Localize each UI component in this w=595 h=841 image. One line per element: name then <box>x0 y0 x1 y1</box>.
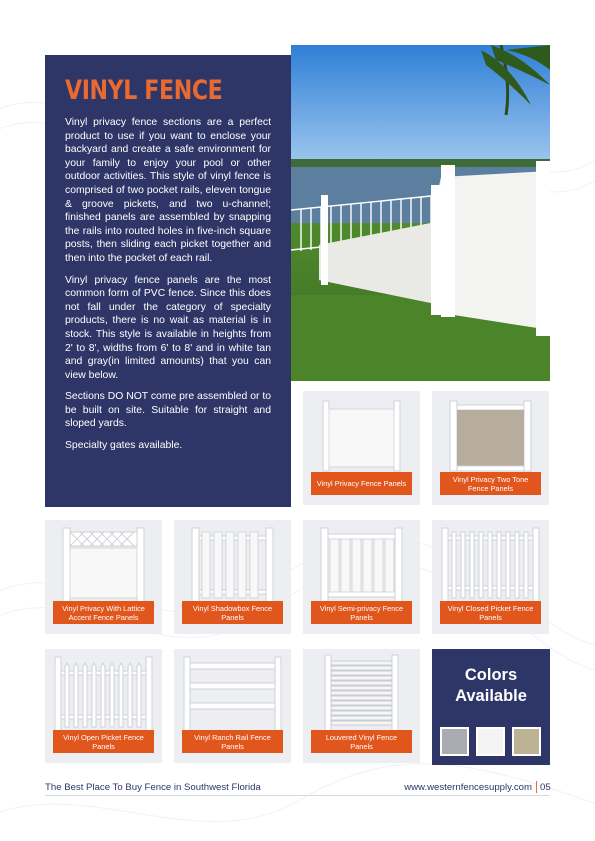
product-tile[interactable] <box>174 520 291 634</box>
colors-available-box <box>432 649 550 765</box>
page-number: 05 <box>540 782 551 793</box>
color-swatch-gray[interactable] <box>440 727 469 756</box>
product-label: Vinyl Ranch Rail Fence Panels <box>182 730 283 753</box>
product-tile[interactable] <box>303 391 420 505</box>
intro-paragraph: Specialty gates available. <box>65 440 183 452</box>
product-tile[interactable] <box>432 520 549 634</box>
footer-website[interactable]: www.westernfencesupply.com <box>404 782 532 793</box>
product-label: Vinyl Privacy Fence Panels <box>311 472 412 495</box>
product-label: Vinyl Open Picket Fence Panels <box>53 730 154 753</box>
intro-paragraph: Sections DO NOT come pre assembled or to be built on site. Suitable for straight and sloped yards. <box>65 391 271 430</box>
intro-panel <box>45 55 291 507</box>
product-label: Vinyl Semi-privacy Fence Panels <box>311 601 412 624</box>
intro-paragraph: Vinyl privacy fence panels are the most common form of PVC fence. Since this does not fall under the category of specialty products, there is no wait as material is in stock. This style is available in heights from 2' to 8', widths from 6' to 8' and in white tan and gray(in limited amounts) that you can view below. <box>65 274 271 381</box>
product-tile[interactable] <box>432 391 549 505</box>
footer-rule <box>45 795 550 796</box>
color-swatch-white[interactable] <box>476 727 505 756</box>
product-tile[interactable] <box>45 649 162 763</box>
product-label: Vinyl Privacy With Lattice Accent Fence Panels <box>53 601 154 624</box>
product-label: Louvered Vinyl Fence Panels <box>311 730 412 753</box>
product-label: Vinyl Closed Picket Fence Panels <box>440 601 541 624</box>
product-tile[interactable] <box>174 649 291 763</box>
colors-title: Colors Available <box>455 666 527 705</box>
hero-photo <box>291 45 550 381</box>
footer-tagline: The Best Place To Buy Fence in Southwest Florida <box>45 782 261 793</box>
product-tile[interactable] <box>45 520 162 634</box>
product-label: Vinyl Privacy Two Tone Fence Panels <box>440 472 541 495</box>
intro-paragraph: Vinyl privacy fence sections are a perfect product to use if you want to enclose your backyard and create a safe environment for your family to enjoy your pool or other outdoor activities. This style of vinyl fence is comprised of two pocket rails, eleven tongue & groove pickets, and two u-channel; finished panels are assembled by snapping the rails into routed holes in five-inch square posts, then sliding each picket together and then into the pocket of each rail. <box>65 117 271 264</box>
footer-divider <box>536 781 537 793</box>
color-swatch-tan[interactable] <box>512 727 541 756</box>
product-label: Vinyl Shadowbox Fence Panels <box>182 601 283 624</box>
product-tile[interactable] <box>303 649 420 763</box>
page-title: VINYL FENCE <box>65 75 223 106</box>
product-tile[interactable] <box>303 520 420 634</box>
